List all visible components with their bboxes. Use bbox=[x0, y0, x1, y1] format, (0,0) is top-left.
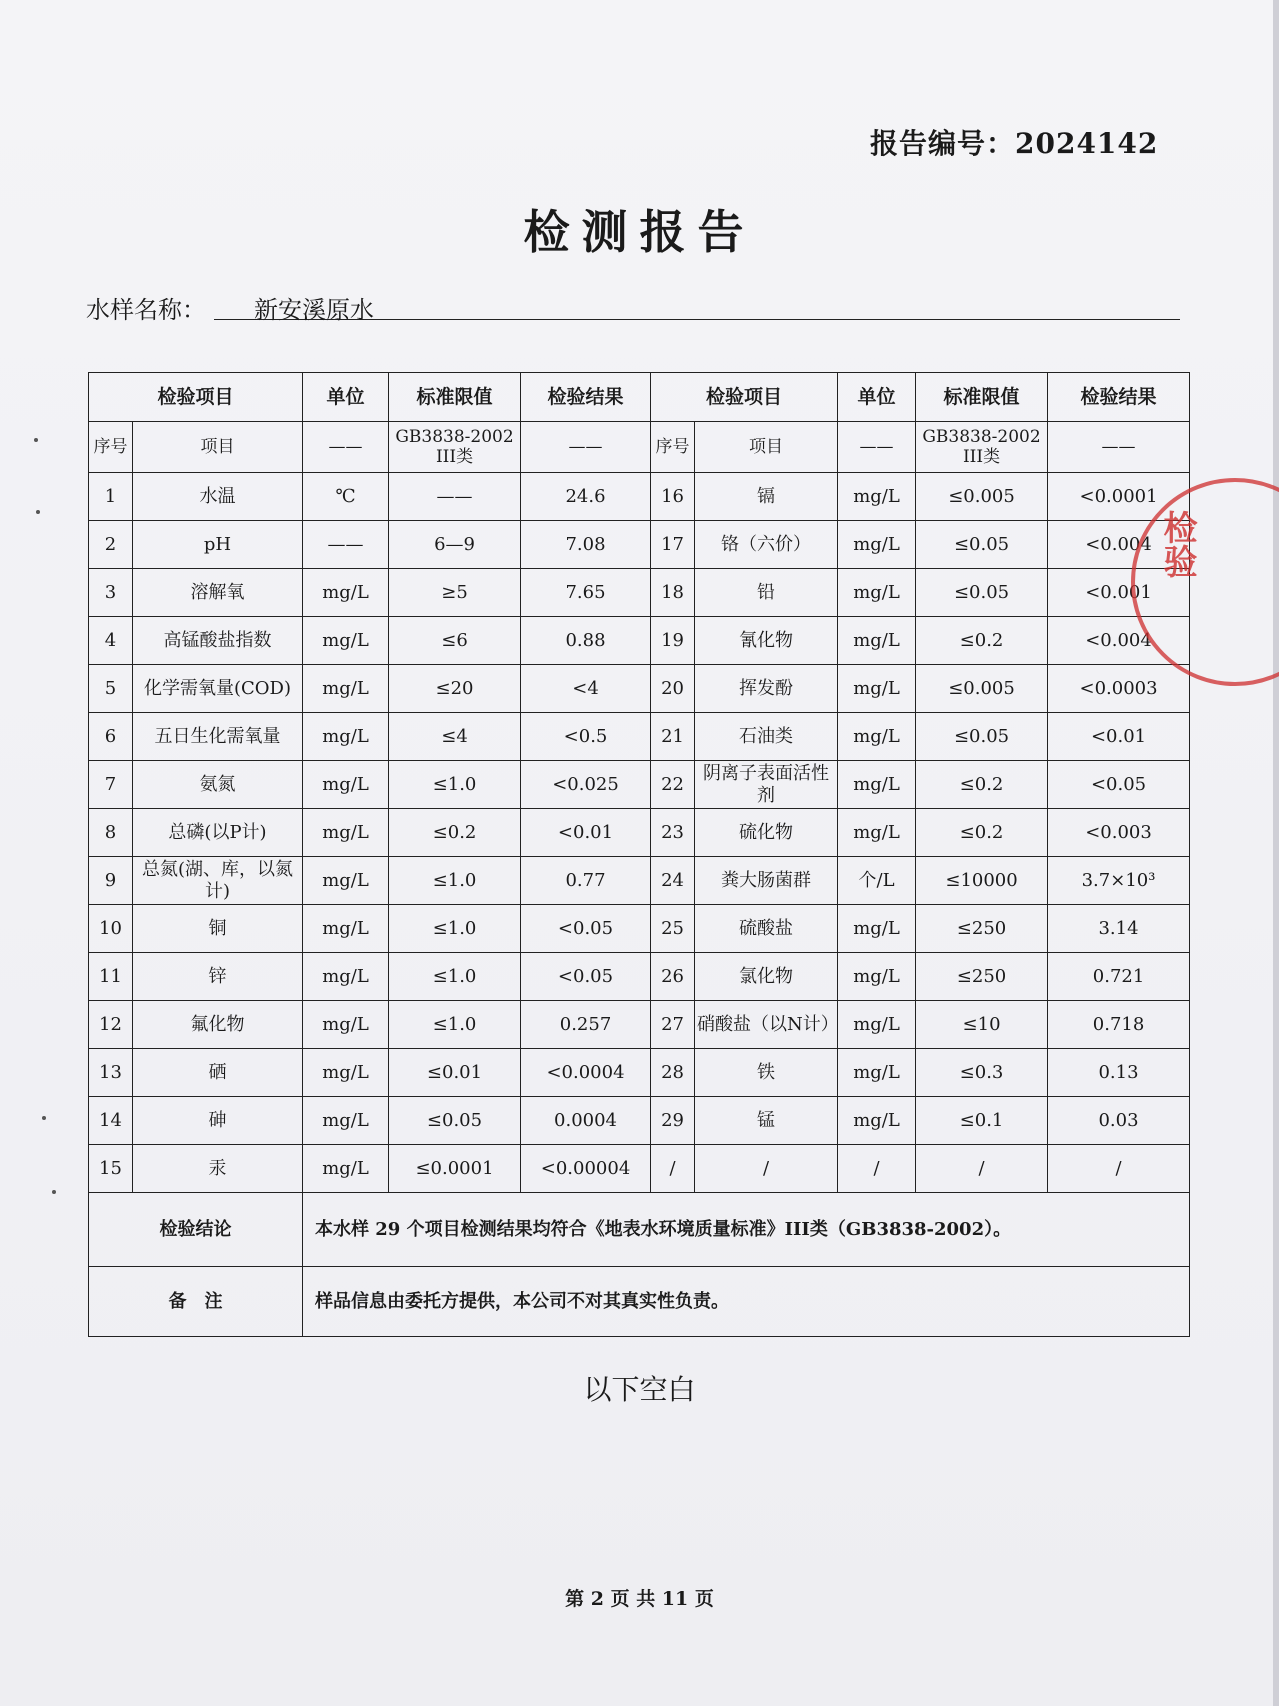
left-cell-no: 1 bbox=[89, 473, 133, 521]
conclusion-text: 本水样 29 个项目检测结果均符合《地表水环境质量标准》III类（GB3838-2002）。 bbox=[303, 1193, 1190, 1267]
left-cell-no: 2 bbox=[89, 521, 133, 569]
right-cell-unit: mg/L bbox=[838, 713, 916, 761]
left-cell-result: <0.05 bbox=[521, 953, 651, 1001]
right-cell-limit: ≤0.05 bbox=[916, 713, 1048, 761]
subheader-seq-right: 序号 bbox=[651, 422, 695, 473]
right-cell-unit: mg/L bbox=[838, 665, 916, 713]
left-cell-limit: ≤6 bbox=[389, 617, 521, 665]
left-cell-unit: mg/L bbox=[303, 761, 389, 809]
left-cell-no: 5 bbox=[89, 665, 133, 713]
right-cell-result: <0.01 bbox=[1048, 713, 1190, 761]
left-cell-no: 3 bbox=[89, 569, 133, 617]
left-cell-result: 0.0004 bbox=[521, 1097, 651, 1145]
right-cell-unit: mg/L bbox=[838, 905, 916, 953]
left-cell-unit: mg/L bbox=[303, 569, 389, 617]
left-cell-limit: ≤1.0 bbox=[389, 1001, 521, 1049]
left-cell-result: 24.6 bbox=[521, 473, 651, 521]
left-cell-no: 12 bbox=[89, 1001, 133, 1049]
right-cell-item: 石油类 bbox=[695, 713, 838, 761]
right-cell-item: 镉 bbox=[695, 473, 838, 521]
left-cell-item: 铜 bbox=[133, 905, 303, 953]
left-cell-item: 砷 bbox=[133, 1097, 303, 1145]
right-cell-no: 24 bbox=[651, 857, 695, 905]
remark-text: 样品信息由委托方提供，本公司不对其真实性负责。 bbox=[303, 1267, 1190, 1337]
left-cell-item: 氟化物 bbox=[133, 1001, 303, 1049]
header-item-right: 检验项目 bbox=[651, 373, 838, 422]
page-title: 检测报告 bbox=[523, 205, 756, 259]
subheader-item-left: 项目 bbox=[133, 422, 303, 473]
left-cell-limit: ≤20 bbox=[389, 665, 521, 713]
table-row bbox=[89, 521, 1190, 569]
right-cell-item: 铅 bbox=[695, 569, 838, 617]
left-cell-result: <0.0004 bbox=[521, 1049, 651, 1097]
right-cell-no: 16 bbox=[651, 473, 695, 521]
remark-label: 备 注 bbox=[89, 1267, 303, 1337]
right-cell-limit: ≤0.2 bbox=[916, 617, 1048, 665]
table-row bbox=[89, 569, 1190, 617]
right-cell-item: 铁 bbox=[695, 1049, 838, 1097]
right-cell-unit: 个/L bbox=[838, 857, 916, 905]
left-cell-result: <0.00004 bbox=[521, 1145, 651, 1193]
right-cell-item: 氯化物 bbox=[695, 953, 838, 1001]
right-cell-limit: ≤250 bbox=[916, 905, 1048, 953]
right-cell-result: 3.7×10³ bbox=[1048, 857, 1190, 905]
table-row bbox=[89, 761, 1190, 809]
right-cell-result: <0.001 bbox=[1048, 569, 1190, 617]
left-cell-item: 总磷(以P计) bbox=[133, 809, 303, 857]
left-cell-item: 锌 bbox=[133, 953, 303, 1001]
table-row bbox=[89, 617, 1190, 665]
right-cell-unit: / bbox=[838, 1145, 916, 1193]
left-cell-unit: mg/L bbox=[303, 1145, 389, 1193]
left-cell-result: 0.88 bbox=[521, 617, 651, 665]
right-cell-no: 21 bbox=[651, 713, 695, 761]
speck bbox=[42, 1116, 46, 1120]
right-cell-result: <0.004 bbox=[1048, 521, 1190, 569]
right-cell-limit: / bbox=[916, 1145, 1048, 1193]
left-cell-no: 6 bbox=[89, 713, 133, 761]
right-cell-no: 26 bbox=[651, 953, 695, 1001]
subheader-result-right: —— bbox=[1048, 422, 1190, 473]
right-cell-item: / bbox=[695, 1145, 838, 1193]
right-cell-result: <0.05 bbox=[1048, 761, 1190, 809]
left-cell-item: 氨氮 bbox=[133, 761, 303, 809]
header-result-right: 检验结果 bbox=[1048, 373, 1190, 422]
left-cell-item: 溶解氧 bbox=[133, 569, 303, 617]
table-row bbox=[89, 857, 1190, 905]
left-cell-item: 汞 bbox=[133, 1145, 303, 1193]
right-cell-unit: mg/L bbox=[838, 1097, 916, 1145]
right-cell-no: 28 bbox=[651, 1049, 695, 1097]
left-cell-no: 8 bbox=[89, 809, 133, 857]
left-cell-limit: ≤0.05 bbox=[389, 1097, 521, 1145]
right-cell-result: 0.03 bbox=[1048, 1097, 1190, 1145]
left-cell-result: <0.05 bbox=[521, 905, 651, 953]
left-cell-unit: mg/L bbox=[303, 905, 389, 953]
right-cell-limit: ≤0.05 bbox=[916, 521, 1048, 569]
sample-name-row bbox=[86, 290, 1181, 325]
speck bbox=[36, 510, 40, 514]
left-cell-limit: —— bbox=[389, 473, 521, 521]
conclusion-label: 检验结论 bbox=[89, 1193, 303, 1267]
table-row bbox=[89, 1097, 1190, 1145]
right-cell-no: 25 bbox=[651, 905, 695, 953]
subheader-standard-left: GB3838-2002 III类 bbox=[389, 422, 521, 473]
right-cell-result: <0.004 bbox=[1048, 617, 1190, 665]
table-row bbox=[89, 953, 1190, 1001]
left-cell-item: 高锰酸盐指数 bbox=[133, 617, 303, 665]
table-row bbox=[89, 473, 1190, 521]
subheader-item-right: 项目 bbox=[695, 422, 838, 473]
left-cell-no: 10 bbox=[89, 905, 133, 953]
left-cell-unit: mg/L bbox=[303, 665, 389, 713]
right-cell-result: 0.718 bbox=[1048, 1001, 1190, 1049]
left-cell-unit: mg/L bbox=[303, 857, 389, 905]
right-cell-item: 挥发酚 bbox=[695, 665, 838, 713]
right-cell-unit: mg/L bbox=[838, 761, 916, 809]
left-cell-no: 11 bbox=[89, 953, 133, 1001]
subheader-seq-left: 序号 bbox=[89, 422, 133, 473]
right-cell-no: 17 bbox=[651, 521, 695, 569]
left-cell-item: pH bbox=[133, 521, 303, 569]
page-number: 第 2 页 共 11 页 bbox=[565, 1588, 714, 1610]
right-cell-no: 22 bbox=[651, 761, 695, 809]
left-cell-limit: ≤1.0 bbox=[389, 857, 521, 905]
right-cell-no: 20 bbox=[651, 665, 695, 713]
report-number: 报告编号：2024142 bbox=[870, 127, 1159, 160]
header-limit-right: 标准限值 bbox=[916, 373, 1048, 422]
right-cell-limit: ≤0.3 bbox=[916, 1049, 1048, 1097]
right-cell-unit: mg/L bbox=[838, 809, 916, 857]
right-cell-unit: mg/L bbox=[838, 1049, 916, 1097]
header-item-left: 检验项目 bbox=[89, 373, 303, 422]
right-cell-result: / bbox=[1048, 1145, 1190, 1193]
left-cell-no: 13 bbox=[89, 1049, 133, 1097]
left-cell-limit: ≤4 bbox=[389, 713, 521, 761]
left-cell-limit: ≤0.0001 bbox=[389, 1145, 521, 1193]
sample-name-value: 新安溪原水 bbox=[214, 290, 1180, 320]
right-cell-no: 19 bbox=[651, 617, 695, 665]
right-cell-unit: mg/L bbox=[838, 617, 916, 665]
right-cell-limit: ≤250 bbox=[916, 953, 1048, 1001]
left-cell-unit: mg/L bbox=[303, 809, 389, 857]
subheader-standard-right: GB3838-2002 III类 bbox=[916, 422, 1048, 473]
left-cell-result: <0.025 bbox=[521, 761, 651, 809]
left-cell-unit: mg/L bbox=[303, 1049, 389, 1097]
left-cell-limit: ≤0.01 bbox=[389, 1049, 521, 1097]
subheader-unit-left: —— bbox=[303, 422, 389, 473]
left-cell-unit: mg/L bbox=[303, 1097, 389, 1145]
right-cell-unit: mg/L bbox=[838, 521, 916, 569]
right-cell-result: 3.14 bbox=[1048, 905, 1190, 953]
left-cell-result: 0.257 bbox=[521, 1001, 651, 1049]
table-row bbox=[89, 1145, 1190, 1193]
right-cell-limit: ≤0.05 bbox=[916, 569, 1048, 617]
results-table bbox=[88, 372, 1190, 1337]
left-cell-result: 0.77 bbox=[521, 857, 651, 905]
left-cell-no: 14 bbox=[89, 1097, 133, 1145]
left-cell-result: 7.65 bbox=[521, 569, 651, 617]
left-cell-limit: ≤0.2 bbox=[389, 809, 521, 857]
left-cell-item: 水温 bbox=[133, 473, 303, 521]
left-cell-item: 化学需氧量(COD) bbox=[133, 665, 303, 713]
right-cell-unit: mg/L bbox=[838, 953, 916, 1001]
right-cell-limit: ≤0.005 bbox=[916, 665, 1048, 713]
right-cell-item: 铬（六价） bbox=[695, 521, 838, 569]
subheader-result-left: —— bbox=[521, 422, 651, 473]
right-cell-unit: mg/L bbox=[838, 569, 916, 617]
table-row bbox=[89, 713, 1190, 761]
table-row bbox=[89, 1049, 1190, 1097]
header-unit-left: 单位 bbox=[303, 373, 389, 422]
left-cell-result: <0.01 bbox=[521, 809, 651, 857]
seal-text: 检验 bbox=[1157, 510, 1197, 578]
right-cell-result: <0.003 bbox=[1048, 809, 1190, 857]
left-cell-no: 7 bbox=[89, 761, 133, 809]
table-row bbox=[89, 905, 1190, 953]
header-result-left: 检验结果 bbox=[521, 373, 651, 422]
left-cell-limit: ≤1.0 bbox=[389, 953, 521, 1001]
header-limit-left: 标准限值 bbox=[389, 373, 521, 422]
right-cell-item: 阴离子表面活性剂 bbox=[695, 761, 838, 809]
left-cell-no: 15 bbox=[89, 1145, 133, 1193]
header-unit-right: 单位 bbox=[838, 373, 916, 422]
right-cell-item: 硫酸盐 bbox=[695, 905, 838, 953]
right-cell-limit: ≤0.2 bbox=[916, 761, 1048, 809]
left-cell-result: <4 bbox=[521, 665, 651, 713]
left-cell-result: 7.08 bbox=[521, 521, 651, 569]
right-cell-result: 0.721 bbox=[1048, 953, 1190, 1001]
right-cell-unit: mg/L bbox=[838, 473, 916, 521]
left-cell-unit: —— bbox=[303, 521, 389, 569]
left-cell-unit: ℃ bbox=[303, 473, 389, 521]
right-cell-no: / bbox=[651, 1145, 695, 1193]
right-cell-limit: ≤10000 bbox=[916, 857, 1048, 905]
right-cell-limit: ≤10 bbox=[916, 1001, 1048, 1049]
left-cell-no: 4 bbox=[89, 617, 133, 665]
left-cell-limit: 6—9 bbox=[389, 521, 521, 569]
speck bbox=[52, 1190, 56, 1194]
left-cell-item: 五日生化需氧量 bbox=[133, 713, 303, 761]
right-cell-result: <0.0001 bbox=[1048, 473, 1190, 521]
right-cell-no: 29 bbox=[651, 1097, 695, 1145]
table-row bbox=[89, 809, 1190, 857]
left-cell-limit: ≤1.0 bbox=[389, 761, 521, 809]
right-cell-item: 粪大肠菌群 bbox=[695, 857, 838, 905]
right-cell-limit: ≤0.1 bbox=[916, 1097, 1048, 1145]
right-cell-no: 27 bbox=[651, 1001, 695, 1049]
left-cell-unit: mg/L bbox=[303, 1001, 389, 1049]
right-cell-item: 硝酸盐（以N计） bbox=[695, 1001, 838, 1049]
right-cell-item: 硫化物 bbox=[695, 809, 838, 857]
left-cell-item: 总氮(湖、库，以氮计) bbox=[133, 857, 303, 905]
right-cell-no: 18 bbox=[651, 569, 695, 617]
right-cell-limit: ≤0.005 bbox=[916, 473, 1048, 521]
right-cell-item: 氰化物 bbox=[695, 617, 838, 665]
left-cell-no: 9 bbox=[89, 857, 133, 905]
right-cell-limit: ≤0.2 bbox=[916, 809, 1048, 857]
right-cell-item: 锰 bbox=[695, 1097, 838, 1145]
left-cell-result: <0.5 bbox=[521, 713, 651, 761]
right-cell-unit: mg/L bbox=[838, 1001, 916, 1049]
left-cell-limit: ≥5 bbox=[389, 569, 521, 617]
right-cell-result: <0.0003 bbox=[1048, 665, 1190, 713]
table-row bbox=[89, 1001, 1190, 1049]
table-row bbox=[89, 665, 1190, 713]
left-cell-limit: ≤1.0 bbox=[389, 905, 521, 953]
subheader-unit-right: —— bbox=[838, 422, 916, 473]
blank-below-note: 以下空白 bbox=[583, 1373, 696, 1406]
left-cell-item: 硒 bbox=[133, 1049, 303, 1097]
speck bbox=[34, 438, 38, 442]
left-cell-unit: mg/L bbox=[303, 953, 389, 1001]
right-cell-result: 0.13 bbox=[1048, 1049, 1190, 1097]
left-cell-unit: mg/L bbox=[303, 713, 389, 761]
left-cell-unit: mg/L bbox=[303, 617, 389, 665]
sample-name-label: 水样名称： bbox=[86, 296, 206, 324]
right-cell-no: 23 bbox=[651, 809, 695, 857]
